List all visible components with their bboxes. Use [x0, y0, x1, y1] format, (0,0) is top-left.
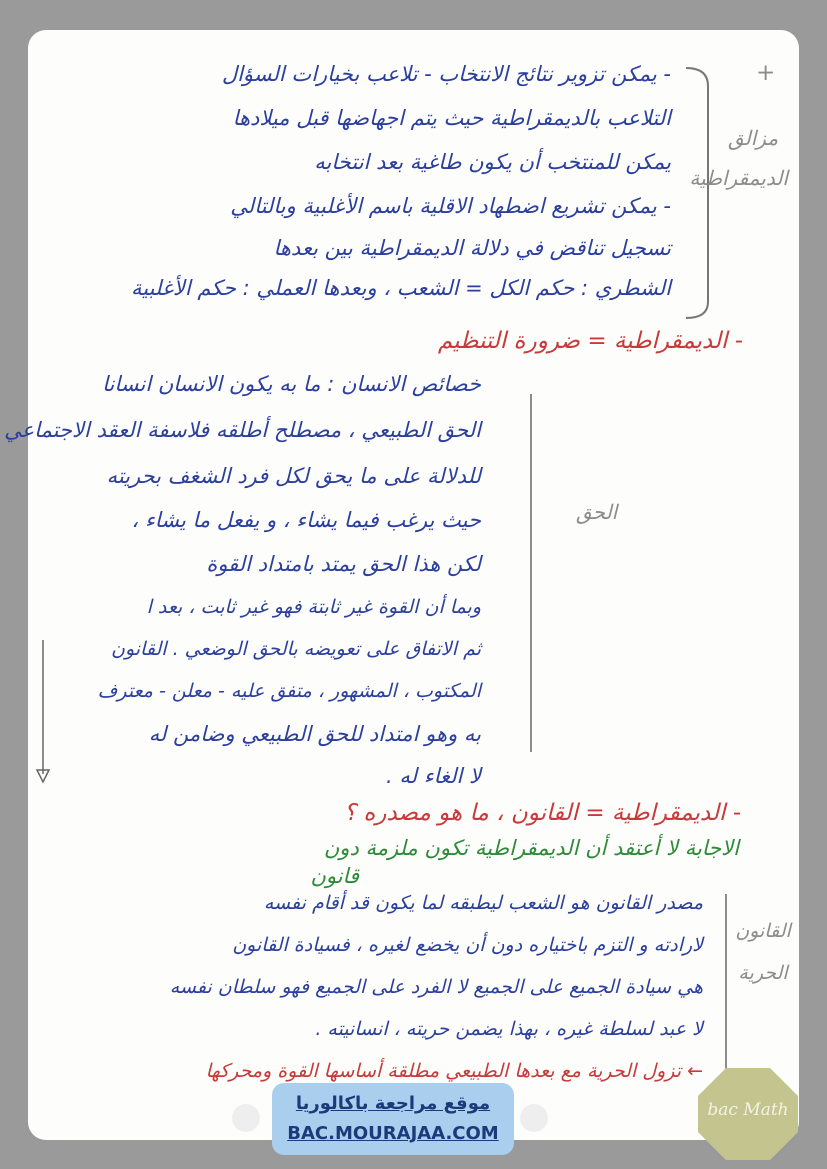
s3-line-4: لا عبد لسلطة غيره ، بهذا يضمن حريته ، انسانيته .: [315, 1018, 703, 1040]
s1-line-2: التلاعب بالديمقراطية حيث يتم اجهاضها قبل ميلادها: [232, 106, 671, 130]
site-url[interactable]: BAC.MOURAJAA.COM: [287, 1123, 499, 1144]
s3-answer-2: قانون: [310, 864, 359, 888]
s2-line-10: لا الغاء له .: [386, 764, 481, 788]
s1-line-6: الشطري : حكم الكل = الشعب ، وبعدها العملي : حكم الأغلبية: [131, 276, 671, 300]
s2-line-3: للدلالة على ما يحق لكل فرد الشغف بحريته: [106, 464, 481, 488]
section2-left-arrow: [34, 640, 52, 790]
s1-line-4: - يمكن تشريع اضطهاد الاقلية باسم الأغلبية وبالتالي: [230, 194, 671, 218]
s2-heading: - الديمقراطية = ضرورة التنظيم: [437, 328, 743, 354]
s3-line-1: مصدر القانون هو الشعب ليطبقه لما يكون قد أقام نفسه: [263, 892, 703, 914]
s2-line-1: خصائص الانسان : ما به يكون الانسان انسانا: [102, 372, 481, 396]
s3-line-2: لارادته و التزم باختياره دون أن يخضع لغيره ، فسيادة القانون: [232, 934, 703, 956]
margin-note-law: القانون الحرية: [735, 920, 791, 984]
s2-line-7: ثم الاتفاق على تعويضه بالحق الوضعي . القانون: [111, 638, 481, 660]
site-badge[interactable]: [272, 1083, 514, 1155]
bac-math-logo-text: bac Math: [707, 1100, 789, 1120]
s3-line-5: ← تزول الحرية مع بعدها الطبيعي مطلقة أساسها القوة ومحركها: [205, 1060, 703, 1082]
s3-line-3: هي سيادة الجميع على الجميع لا الفرد على الجميع فهو سلطان نفسه: [169, 976, 703, 998]
notebook-page: [4, 30, 799, 1140]
site-logo-left-icon: [232, 1104, 260, 1132]
plus-sign: +: [756, 60, 776, 86]
s2-line-5: لكن هذا الحق يمتد بامتداد القوة: [206, 552, 481, 576]
s2-line-6: وبما أن القوة غير ثابتة فهو غير ثابت ، بعد ا: [146, 596, 481, 618]
margin-note-right: الحق: [576, 500, 618, 524]
s1-line-3: يمكن للمنتخب أن يكون طاغية بعد انتخابه: [314, 150, 671, 174]
section2-arrow-line: [524, 392, 538, 762]
margin-note-pitfalls: مزالق الديمقراطية: [689, 126, 788, 190]
s1-line-5: تسجيل تناقض في دلالة الديمقراطية بين بعدها: [273, 236, 671, 260]
site-logo-right-icon: [520, 1104, 548, 1132]
site-name[interactable]: موقع مراجعة باكالوريا: [295, 1093, 491, 1114]
s2-line-4: حيث يرغب فيما يشاء ، و يفعل ما يشاء ،: [131, 508, 481, 532]
s3-heading: - الديمقراطية = القانون ، ما هو مصدره ؟: [343, 800, 741, 826]
s3-answer-1: الاجابة لا أعتقد أن الديمقراطية تكون ملزمة دون: [323, 836, 739, 860]
bac-math-logo: [696, 1066, 800, 1162]
s2-line-9: به وهو امتداد للحق الطبيعي وضامن له: [148, 722, 481, 746]
s2-line-2: الحق الطبيعي ، مصطلح أطلقه فلاسفة العقد الاجتماعي: [4, 418, 481, 442]
s1-line-1: - يمكن تزوير نتائج الانتخاب - تلاعب بخيارات السؤال: [221, 62, 671, 86]
s2-line-8: المكتوب ، المشهور ، متفق عليه - معلن - معترف: [97, 680, 481, 702]
